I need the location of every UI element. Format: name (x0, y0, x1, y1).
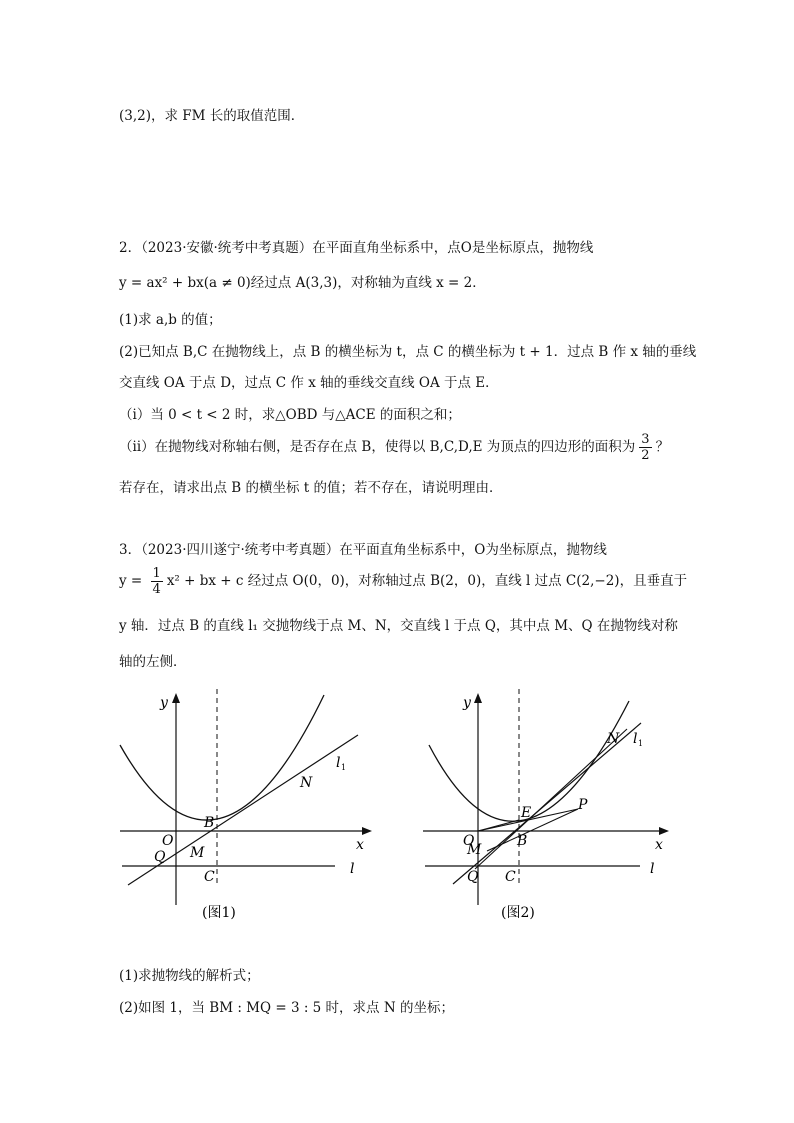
figure-2-caption: (图2) (501, 905, 535, 921)
label-q: Q (154, 849, 166, 865)
label-l: l (350, 861, 355, 877)
label-m: M (467, 842, 482, 858)
label-c: C (505, 869, 516, 885)
label-p: P (578, 797, 588, 813)
label-n: N (300, 775, 313, 791)
label-l: l (650, 861, 655, 877)
label-l1: l (633, 731, 638, 747)
label-c: C (204, 869, 215, 885)
line-l1 (453, 723, 644, 884)
line-through-n (475, 729, 627, 869)
fraction-1-over-4: $\frac{1}{4}$ (152, 566, 161, 597)
y-axis-arrow-icon (474, 693, 482, 703)
problem-2-part-1: (1)求 a,b 的值； (119, 312, 222, 328)
label-e: E (521, 805, 532, 821)
problem-2-part-2: (2)已知点 B,C 在抛物线上，点 B 的横坐标为 t，点 C 的横坐标为 t + 1．过点 B 作 x 轴的垂线 (119, 344, 697, 360)
label-b: B (517, 833, 528, 849)
label-o: O (463, 833, 475, 849)
x-axis-arrow-icon (659, 827, 669, 835)
problem-3-part-2: (2)如图 1，当 BM : MQ = 3 : 5 时，求点 N 的坐标； (119, 1000, 454, 1016)
problem-2-sub-ii-cont: 若存在，请求出点 B 的横坐标 t 的值；若不存在，请说明理由． (119, 480, 503, 496)
figure-1-caption: (图1) (202, 905, 236, 921)
problem-2-parabola: y = ax² + bx(a ≠ 0)经过点 A(3,3)，对称轴为直线 x = 2． (119, 275, 486, 291)
label-x: x (655, 837, 663, 853)
fraction-3-over-2: $\frac{3}{2}$ (641, 432, 650, 463)
figure-2-diagram (415, 685, 677, 925)
parabola (429, 701, 629, 821)
problem-3-line-l1: y 轴．过点 B 的直线 l₁ 交抛物线于点 M、N，交直线 l 于点 Q，其中点 M、Q 在抛物线对称 (119, 618, 678, 634)
label-x: x (356, 837, 364, 853)
label-m: M (190, 845, 205, 861)
problem-2-sub-ii: （ⅱ）在抛物线对称轴右侧，是否存在点 B，使得以 B,C,D,E 为顶点的四边形的面积为 $\frac{3}{2}$ ？ (119, 432, 670, 463)
problem-2-sub-i: （ⅰ）当 0 < t < 2 时，求△OBD 与△ACE 的面积之和； (119, 407, 461, 423)
segment-oe (478, 820, 519, 831)
label-y: y (463, 695, 471, 711)
x-axis-arrow-icon (362, 827, 372, 835)
label-o: O (162, 833, 174, 849)
label-l1-subscript: 1 (341, 763, 347, 772)
problem-3-part-1: (1)求抛物线的解析式； (119, 968, 260, 984)
problem-2-part-2-cont: 交直线 OA 于点 D，过点 C 作 x 轴的垂线交直线 OA 于点 E． (119, 375, 499, 391)
problem-3-parabola: y = $\frac{1}{4}$ x² + bx + c 经过点 O(0，0)，对称轴过点 B(2，0)，直线 l 过点 C(2,−2)，且垂直于 (119, 566, 688, 597)
text-line-fm-range: (3,2)，求 FM 长的取值范围． (119, 108, 305, 124)
label-q: Q (467, 869, 479, 885)
problem-2-heading: 2．（2023·安徽·统考中考真题）在平面直角坐标系中，点O是坐标原点，抛物线 (119, 240, 594, 256)
label-b: B (204, 815, 215, 831)
label-l1: l (336, 755, 341, 771)
label-y: y (160, 695, 168, 711)
label-n: N (607, 731, 620, 747)
label-l1-subscript: 1 (638, 739, 644, 748)
figure-1-diagram (110, 685, 380, 925)
problem-3-line-cont: 轴的左侧． (119, 654, 187, 670)
problem-3-heading: 3．（2023·四川遂宁·统考中考真题）在平面直角坐标系中，O为坐标原点，抛物线 (119, 542, 607, 558)
parabola (120, 695, 324, 820)
y-axis-arrow-icon (172, 693, 180, 703)
